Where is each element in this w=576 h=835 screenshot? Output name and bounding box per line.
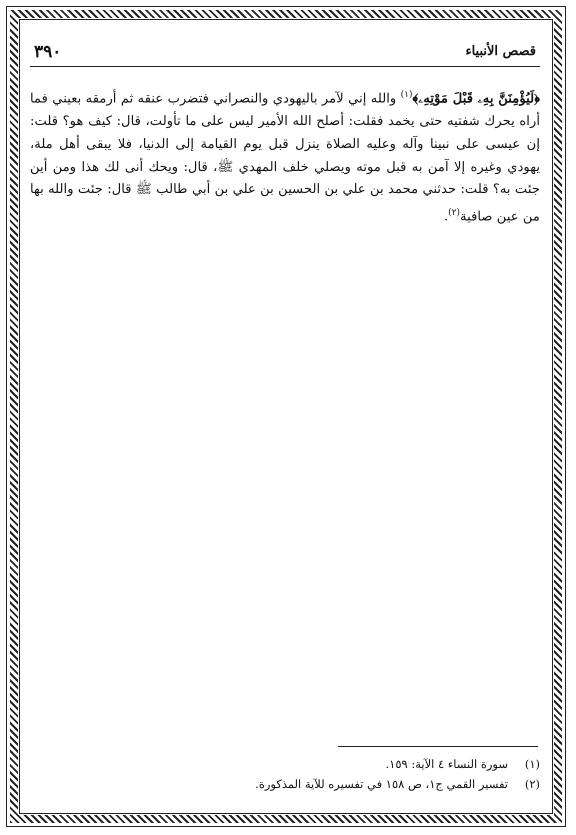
page-header [30,38,540,67]
footnote-ref-1: (١) [400,90,413,100]
footnotes [100,754,540,794]
main-text [30,84,540,229]
footnote-item [100,774,540,794]
page-number: ٣٩٠ [34,42,62,62]
paragraph-text: والله إني لآمر باليهودي والنصراني فتضرب عنقه ثم أرمقه بعيني فما أراه يحرك شفتيه حتى يخمد فقلت: أصلح الله الأمير ليس على ما تأولت، قال: كيف هو؟ قلت: إن عيسى على نبينا وآله وعليه الصلاة ينزل قبل يوم القيامة إلى الدنيا، فلا يبقى أهل ملة، يهودي وغيره إلا آمن به قبل موته ويصلي خلف المهدي ﷺ، قال: ويحك أنى لك هذا ومن أين جئت به؟ قلت: حدثني محمد بن علي بن الحسين بن علي بن أبي طالب ﷺ قال: جئت والله بها من عين صافية [30,91,540,225]
footnote-text: تفسير القمي ج١، ص ١٥٨ في تفسيره للآية المذكورة. [255,777,508,791]
main-paragraph [30,84,540,229]
running-title: قصص الأنبياء [465,44,536,59]
footnote-text: سورة النساء ٤ الآية: ١٥٩. [385,757,508,771]
footnote-divider [338,746,538,747]
end-punctuation: . [443,209,449,225]
quran-verse: ﴿لَيُؤْمِنَنَّ بِهِۦ قَبْلَ مَوْتِهِۦ﴾ [412,91,540,107]
footnote-ref-2: (٢) [448,207,461,218]
footnote-number: (١) [524,757,540,771]
footnote-number: (٢) [524,777,540,791]
footnote-item [100,754,540,774]
